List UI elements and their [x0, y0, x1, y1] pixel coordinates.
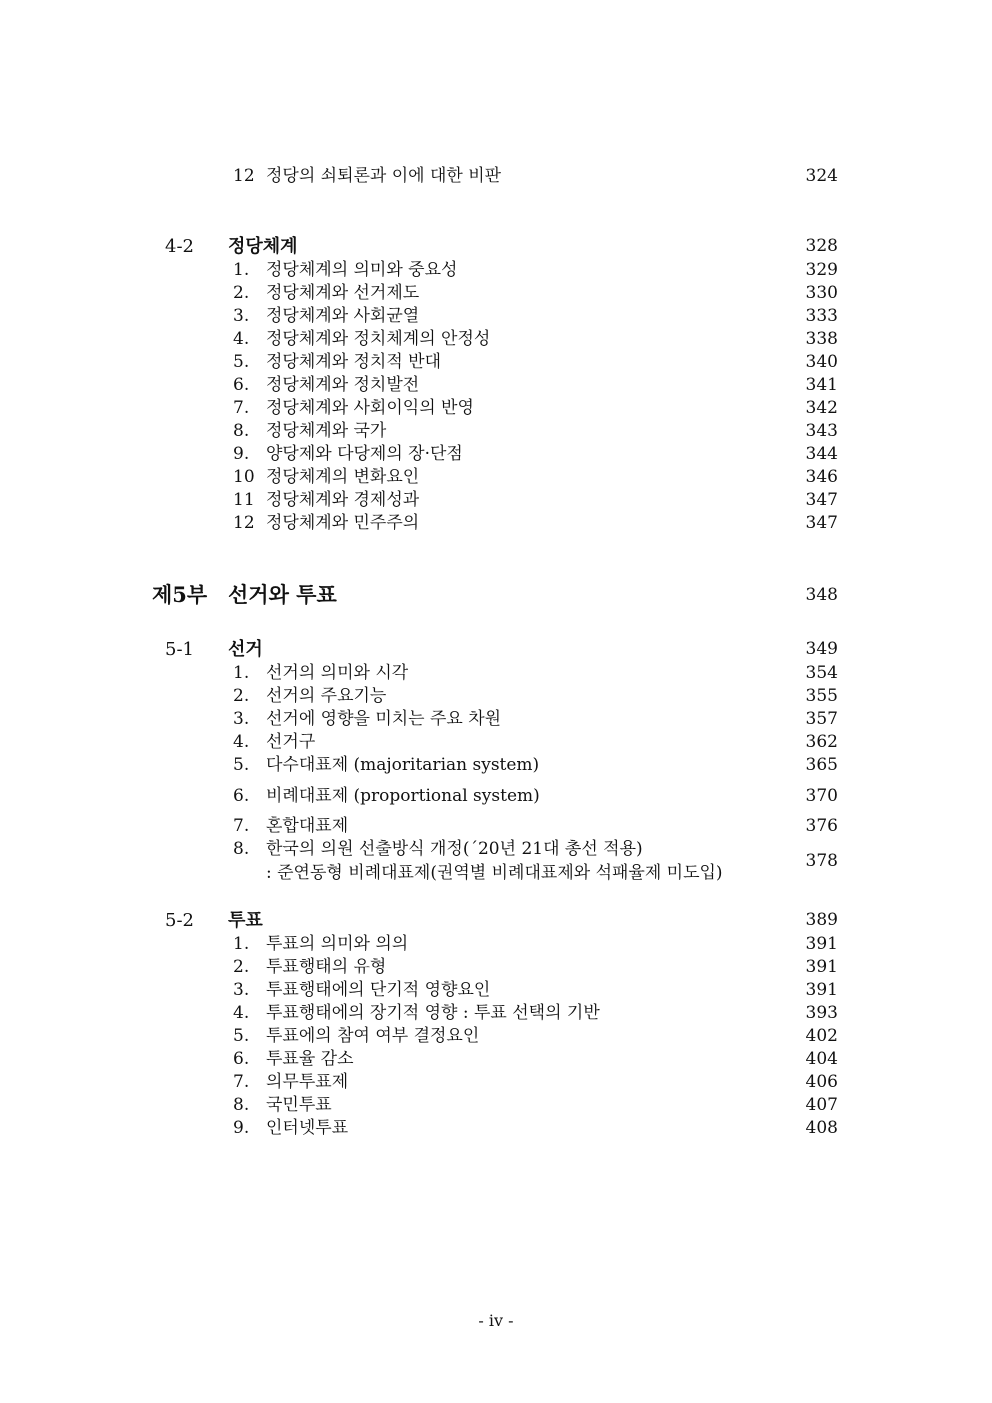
- entry-title: 양당제와 다당제의 장·단점: [266, 444, 463, 464]
- entry-title: 투표에의 참여 여부 결정요인: [266, 1026, 480, 1046]
- entry-page: 362: [805, 732, 838, 752]
- entry-page: 330: [805, 283, 838, 303]
- entry-title: 비례대표제 (proportional system): [266, 786, 540, 806]
- entry-number: 2.: [233, 686, 250, 706]
- entry-number: 6.: [233, 375, 250, 395]
- entry-number: 3.: [233, 709, 250, 729]
- entry-number: 5.: [233, 1026, 250, 1046]
- toc-entry: [0, 466, 992, 489]
- entry-number: 7.: [233, 398, 250, 418]
- entry-number: 6.: [233, 786, 250, 806]
- entry-page: 408: [805, 1118, 838, 1138]
- entry-page: 404: [805, 1049, 838, 1069]
- entry-page: 354: [805, 663, 838, 683]
- entry-title: 정당체계의 변화요인: [266, 467, 420, 487]
- entry-page: 355: [805, 686, 838, 706]
- entry-page: 329: [805, 260, 838, 280]
- entry-number: 2.: [233, 283, 250, 303]
- entry-page: 402: [805, 1026, 838, 1046]
- section-number: 4-2: [165, 236, 194, 257]
- entry-page: 407: [805, 1095, 838, 1115]
- entry-title: 정당체계와 사회균열: [266, 306, 420, 326]
- page-number-footer: - iv -: [478, 1311, 514, 1330]
- entry-title: 혼합대표제: [266, 816, 349, 836]
- section-heading-4-2: [0, 235, 992, 258]
- toc-entry: [0, 397, 992, 420]
- entry-title: 정당의 쇠퇴론과 이에 대한 비판: [266, 166, 502, 186]
- toc-entry: [0, 512, 992, 535]
- section-title: 선거: [228, 639, 263, 660]
- part-page: 348: [805, 585, 838, 605]
- entry-title: 정당체계와 정치적 반대: [266, 352, 442, 372]
- toc-entry: [0, 1071, 992, 1094]
- entry-number: 7.: [233, 816, 250, 836]
- toc-entry: [0, 420, 992, 443]
- entry-number: 9.: [233, 444, 250, 464]
- toc-entry: [0, 815, 992, 838]
- entry-title: 정당체계와 정치발전: [266, 375, 420, 395]
- toc-entry: [0, 282, 992, 305]
- toc-entry: [0, 933, 992, 956]
- entry-number: 8.: [233, 839, 250, 859]
- section-title: 투표: [228, 910, 263, 931]
- toc-entry: [0, 685, 992, 708]
- entry-title: 한국의 의원 선출방식 개정(´20년 21대 총선 적용): [266, 839, 643, 859]
- entry-number: 2.: [233, 957, 250, 977]
- entry-page: 376: [805, 816, 838, 836]
- entry-title: 인터넷투표: [266, 1118, 349, 1138]
- entry-page: 357: [805, 709, 838, 729]
- part-heading-5: [0, 580, 992, 610]
- part-number: 제5부: [152, 582, 208, 607]
- entry-page: 347: [805, 513, 838, 533]
- section-heading-5-1: [0, 638, 992, 661]
- toc-entry: [0, 1094, 992, 1117]
- entry-page: 365: [805, 755, 838, 775]
- toc-entry: [0, 979, 992, 1002]
- entry-title: 의무투표제: [266, 1072, 349, 1092]
- entry-number: 1.: [233, 260, 250, 280]
- entry-number: 4.: [233, 329, 250, 349]
- entry-page: 391: [805, 980, 838, 1000]
- entry-title: 투표행태에의 장기적 영향 : 투표 선택의 기반: [266, 1003, 600, 1023]
- toc-entry: [0, 754, 992, 777]
- entry-title: 투표행태의 유형: [266, 957, 387, 977]
- entry-title: 투표의 의미와 의의: [266, 934, 409, 954]
- section-title: 정당체계: [228, 236, 298, 257]
- entry-page: 378: [805, 851, 838, 871]
- section-page: 328: [805, 236, 838, 256]
- toc-entry: [0, 351, 992, 374]
- entry-number: 8.: [233, 1095, 250, 1115]
- entry-title: 정당체계와 국가: [266, 421, 387, 441]
- section-page: 349: [805, 639, 838, 659]
- entry-page: 346: [805, 467, 838, 487]
- entry-number: 10: [233, 467, 255, 487]
- entry-number: 3.: [233, 980, 250, 1000]
- entry-number: 6.: [233, 1049, 250, 1069]
- toc-entry: [0, 165, 992, 188]
- entry-number: 8.: [233, 421, 250, 441]
- toc-entry: [0, 259, 992, 282]
- toc-entry: [0, 1117, 992, 1140]
- section-heading-5-2: [0, 909, 992, 932]
- entry-title: 정당체계와 사회이익의 반영: [266, 398, 474, 418]
- toc-entry: [0, 305, 992, 328]
- entry-number: 9.: [233, 1118, 250, 1138]
- entry-page: 391: [805, 934, 838, 954]
- entry-page: 340: [805, 352, 838, 372]
- toc-entry: [0, 731, 992, 754]
- entry-page: 342: [805, 398, 838, 418]
- entry-page: 333: [805, 306, 838, 326]
- entry-number: 11: [233, 490, 255, 510]
- part-title: 선거와 투표: [228, 582, 337, 607]
- entry-number: 3.: [233, 306, 250, 326]
- entry-page: 343: [805, 421, 838, 441]
- entry-subtitle: : 준연동형 비례대표제(권역별 비례대표제와 석패율제 미도입): [266, 863, 723, 883]
- entry-number: 4.: [233, 732, 250, 752]
- entry-title: 투표행태에의 단기적 영향요인: [266, 980, 491, 1000]
- entry-title: 선거에 영향을 미치는 주요 차원: [266, 709, 502, 729]
- entry-number: 12: [233, 513, 255, 533]
- section-number: 5-2: [165, 910, 194, 931]
- entry-title: 투표율 감소: [266, 1049, 354, 1069]
- entry-number: 4.: [233, 1003, 250, 1023]
- entry-title: 국민투표: [266, 1095, 332, 1115]
- toc-entry: [0, 489, 992, 512]
- toc-entry: [0, 956, 992, 979]
- entry-title: 정당체계와 정치체계의 안정성: [266, 329, 491, 349]
- entry-title: 선거구: [266, 732, 316, 752]
- entry-number: 5.: [233, 755, 250, 775]
- entry-title: 선거의 주요기능: [266, 686, 387, 706]
- entry-title: 정당체계의 의미와 중요성: [266, 260, 458, 280]
- toc-entry: [0, 662, 992, 685]
- toc-entry: [0, 708, 992, 731]
- entry-page: 341: [805, 375, 838, 395]
- entry-title: 다수대표제 (majoritarian system): [266, 755, 540, 775]
- toc-entry: [0, 1002, 992, 1025]
- toc-entry: [0, 374, 992, 397]
- toc-entry: [0, 443, 992, 466]
- toc-entry: [0, 785, 992, 808]
- toc-entry: [0, 1048, 992, 1071]
- entry-title: 정당체계와 경제성과: [266, 490, 420, 510]
- entry-page: 338: [805, 329, 838, 349]
- entry-title: 정당체계와 민주주의: [266, 513, 420, 533]
- entry-number: 7.: [233, 1072, 250, 1092]
- entry-page: 391: [805, 957, 838, 977]
- entry-number: 5.: [233, 352, 250, 372]
- entry-title: 정당체계와 선거제도: [266, 283, 420, 303]
- entry-number: 1.: [233, 934, 250, 954]
- section-page: 389: [805, 910, 838, 930]
- toc-entry: [0, 328, 992, 351]
- entry-page: 324: [805, 166, 838, 186]
- entry-page: 344: [805, 444, 838, 464]
- entry-page: 406: [805, 1072, 838, 1092]
- entry-number: 12: [233, 166, 255, 186]
- entry-page: 393: [805, 1003, 838, 1023]
- entry-page: 347: [805, 490, 838, 510]
- section-number: 5-1: [165, 639, 194, 660]
- entry-page: 370: [805, 786, 838, 806]
- toc-entry: [0, 1025, 992, 1048]
- entry-title: 선거의 의미와 시각: [266, 663, 409, 683]
- entry-number: 1.: [233, 663, 250, 683]
- toc-entry: [0, 838, 992, 886]
